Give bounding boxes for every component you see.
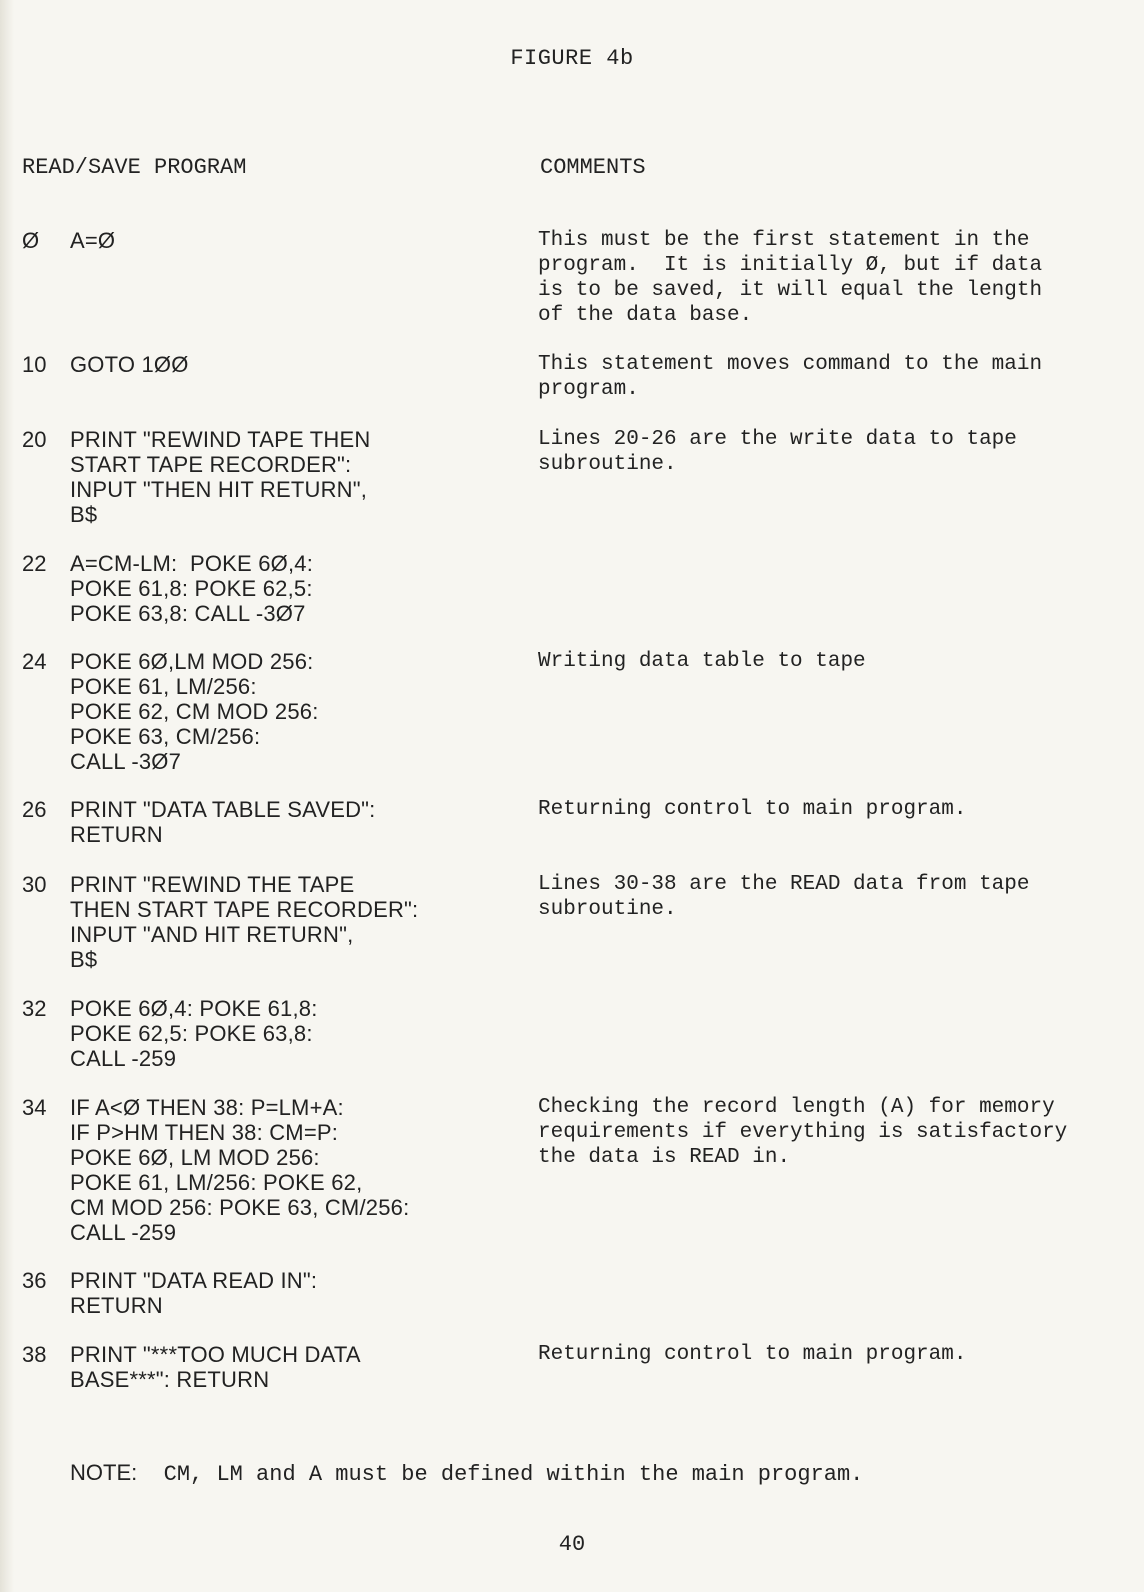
code-line: PRINT "***TOO MUCH DATA — [70, 1342, 361, 1367]
code-line: POKE 62,5: POKE 63,8: — [70, 1021, 313, 1046]
line-number: Ø — [22, 228, 40, 253]
comment-line: Returning control to main program. — [538, 798, 967, 821]
note-label: NOTE: — [70, 1460, 138, 1485]
note — [70, 1460, 863, 1487]
code-line: INPUT "THEN HIT RETURN", — [70, 477, 368, 502]
code-line: INPUT "AND HIT RETURN", — [70, 922, 354, 947]
comment-line: Lines 20-26 are the write data to tape — [538, 428, 1017, 451]
code-line: BASE***": RETURN — [70, 1367, 270, 1392]
comment-line: Lines 30-38 are the READ data from tape — [538, 873, 1030, 896]
code-line: POKE 63,8: CALL -3Ø7 — [70, 601, 306, 626]
line-number: 36 — [22, 1268, 47, 1293]
code-block — [70, 427, 510, 527]
comment-block — [538, 228, 1098, 328]
code-block — [70, 1342, 510, 1392]
code-line: IF P>HM THEN 38: CM=P: — [70, 1120, 339, 1145]
comment-block — [538, 872, 1098, 922]
line-number: 20 — [22, 427, 47, 452]
comment-line: program. It is initially Ø, but if data — [538, 254, 1043, 277]
comment-line: is to be saved, it will equal the length — [538, 279, 1043, 302]
comment-line: requirements if everything is satisfactory — [538, 1121, 1068, 1144]
note-text: CM, LM and A must be defined within the main program. — [163, 1462, 864, 1487]
code-line: POKE 61, LM/256: — [70, 674, 257, 699]
comment-line: Checking the record length (A) for memory — [538, 1096, 1055, 1119]
line-number: 24 — [22, 649, 47, 674]
comment-block — [538, 1342, 1098, 1367]
code-line: POKE 6Ø,LM MOD 256: — [70, 649, 314, 674]
comment-line: Returning control to main program. — [538, 1343, 967, 1366]
code-line: CM MOD 256: POKE 63, CM/256: — [70, 1195, 410, 1220]
code-block — [70, 551, 510, 626]
comment-line: the data is READ in. — [538, 1146, 791, 1169]
code-line: IF A<Ø THEN 38: P=LM+A: — [70, 1095, 344, 1120]
comment-line: subroutine. — [538, 453, 677, 476]
code-block — [70, 1095, 510, 1245]
code-line: PRINT "REWIND TAPE THEN — [70, 427, 371, 452]
code-line: RETURN — [70, 1293, 163, 1318]
code-block — [70, 797, 510, 847]
line-number: 26 — [22, 797, 47, 822]
code-line: POKE 6Ø,4: POKE 61,8: — [70, 996, 318, 1021]
comments-column-header: COMMENTS — [540, 155, 646, 180]
code-line: PRINT "REWIND THE TAPE — [70, 872, 355, 897]
code-line: B$ — [70, 502, 98, 527]
code-line: A=CM-LM: POKE 6Ø,4: — [70, 551, 314, 576]
comment-block — [538, 797, 1098, 822]
comment-block — [538, 427, 1098, 477]
comment-block — [538, 352, 1098, 402]
comment-line: This must be the first statement in the — [538, 229, 1030, 252]
comment-line: Writing data table to tape — [538, 650, 866, 673]
comment-line: program. — [538, 378, 639, 401]
code-block — [70, 228, 510, 253]
code-line: CALL -259 — [70, 1220, 177, 1245]
line-number: 32 — [22, 996, 47, 1021]
code-block — [70, 649, 510, 774]
line-number: 38 — [22, 1342, 47, 1367]
code-line: A=Ø — [70, 228, 116, 253]
code-line: POKE 6Ø, LM MOD 256: — [70, 1145, 320, 1170]
program-column-header: READ/SAVE PROGRAM — [22, 155, 247, 180]
code-line: RETURN — [70, 822, 163, 847]
comment-line: of the data base. — [538, 304, 753, 327]
line-number: 22 — [22, 551, 47, 576]
code-line: POKE 63, CM/256: — [70, 724, 261, 749]
code-line: START TAPE RECORDER": — [70, 452, 352, 477]
code-line: CALL -3Ø7 — [70, 749, 182, 774]
comment-block — [538, 649, 1098, 674]
figure-title: FIGURE 4b — [510, 46, 634, 71]
line-number: 10 — [22, 352, 47, 377]
code-line: B$ — [70, 947, 98, 972]
comment-line: subroutine. — [538, 898, 677, 921]
code-line: GOTO 1ØØ — [70, 352, 189, 377]
line-number: 34 — [22, 1095, 47, 1120]
comment-line: This statement moves command to the main — [538, 353, 1043, 376]
line-number: 30 — [22, 872, 47, 897]
page-edge-shadow — [0, 0, 14, 1592]
code-line: PRINT "DATA TABLE SAVED": — [70, 797, 376, 822]
code-line: THEN START TAPE RECORDER": — [70, 897, 419, 922]
code-line: PRINT "DATA READ IN": — [70, 1268, 318, 1293]
code-line: POKE 62, CM MOD 256: — [70, 699, 319, 724]
code-block — [70, 872, 510, 972]
code-line: CALL -259 — [70, 1046, 177, 1071]
comment-block — [538, 1095, 1098, 1170]
code-line: POKE 61, LM/256: POKE 62, — [70, 1170, 363, 1195]
code-block — [70, 996, 510, 1071]
code-block — [70, 352, 510, 377]
code-block — [70, 1268, 510, 1318]
code-line: POKE 61,8: POKE 62,5: — [70, 576, 313, 601]
page-number: 40 — [558, 1532, 586, 1557]
